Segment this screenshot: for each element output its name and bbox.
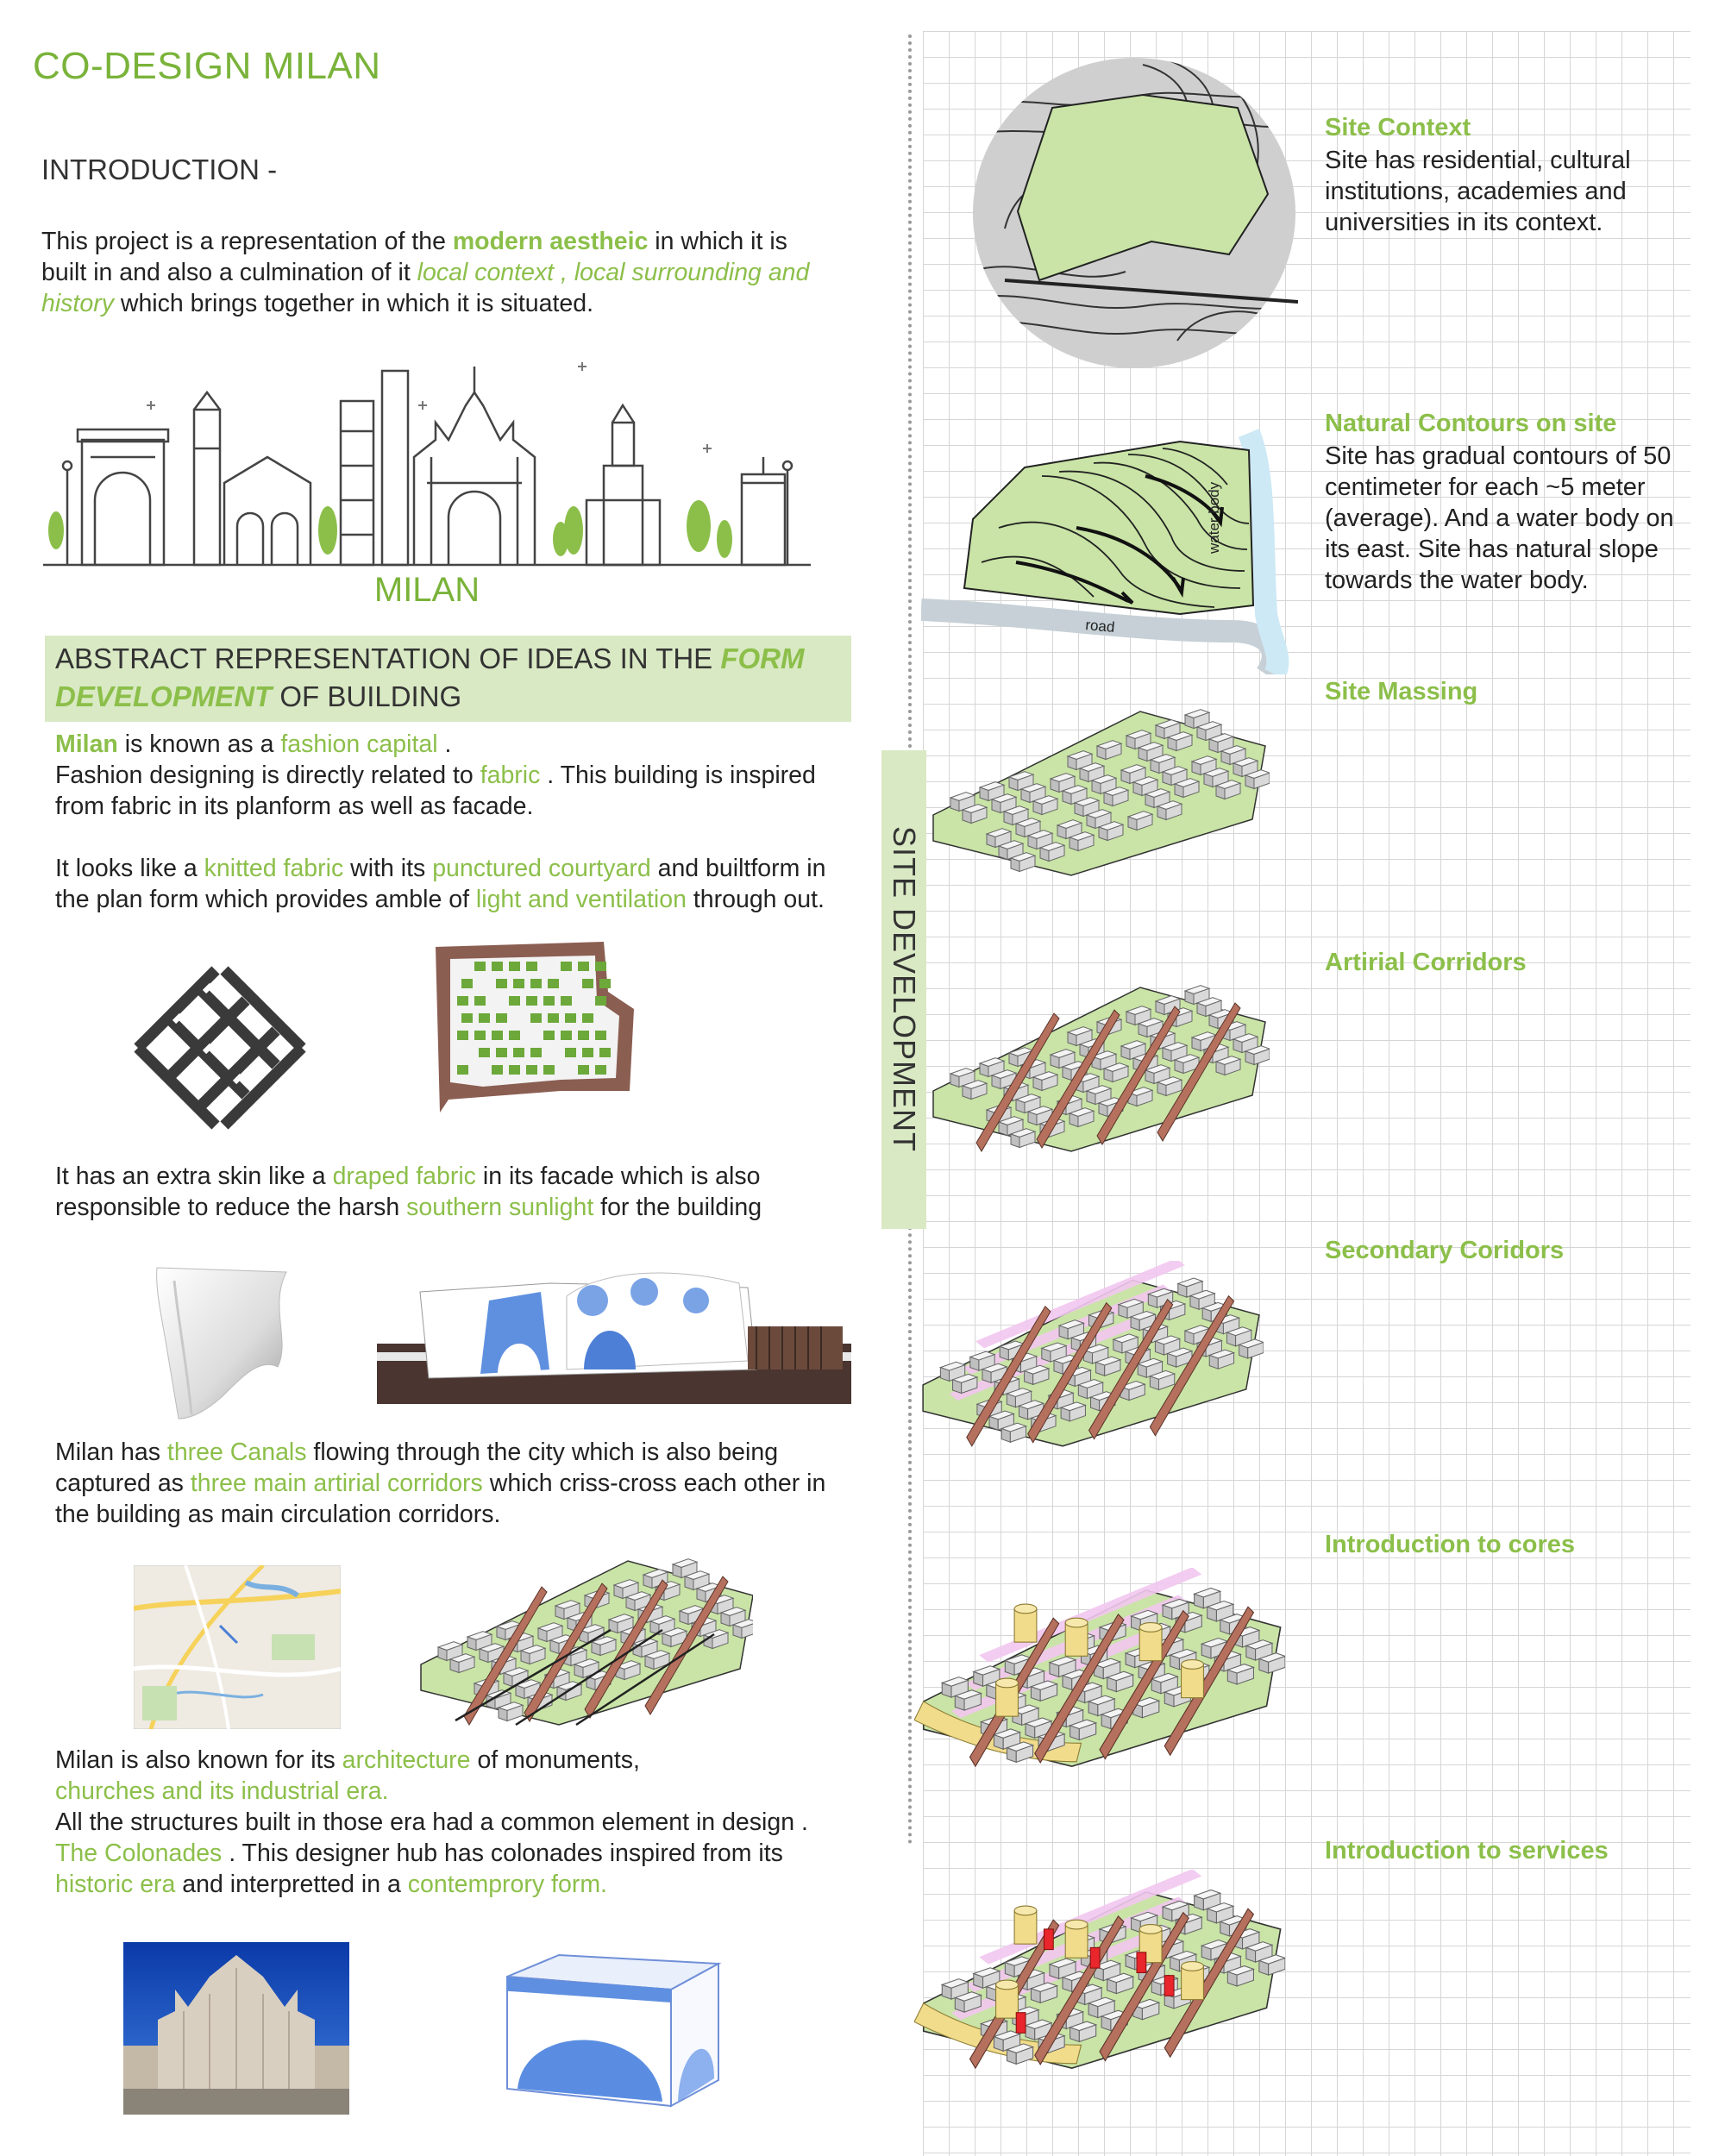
text: It looks like a	[55, 855, 204, 882]
water-body-label: water body	[1206, 481, 1222, 554]
massing-group	[914, 1870, 1285, 2068]
site-context-heading: Site Context	[1325, 114, 1471, 141]
plan-block	[509, 1065, 520, 1075]
service-block	[1044, 1929, 1054, 1950]
plan-block	[461, 979, 473, 988]
core-top	[1065, 1618, 1088, 1627]
highlight: draped fabric	[332, 1163, 476, 1190]
plan-block	[530, 1013, 542, 1023]
plan-block	[496, 979, 507, 988]
intro-text: which brings together in which it is situated.	[113, 290, 593, 317]
highlight: knitted fabric	[204, 855, 344, 882]
plan-block	[492, 1031, 503, 1040]
massing-group	[923, 1261, 1264, 1446]
text: which criss-cross each other in the building as main circulation corridors.	[55, 1470, 826, 1528]
plan-block	[530, 979, 542, 988]
plan-block	[582, 979, 593, 988]
highlight: three Canals	[166, 1438, 307, 1466]
plan-block	[457, 996, 468, 1006]
highlight: The Colonades	[55, 1839, 223, 1867]
plan-block	[543, 996, 555, 1006]
plan-block	[496, 1048, 507, 1057]
plan-block	[582, 1013, 593, 1023]
abstract-text: OF BUILDING	[272, 680, 462, 712]
plan-block	[599, 1048, 611, 1057]
highlight: churches and its industrial era.	[55, 1777, 389, 1805]
text: Fashion designing is directly related to	[55, 761, 480, 789]
services-heading: Introduction to services	[1325, 1837, 1609, 1865]
service-block	[1164, 1976, 1174, 1996]
text: is known as a	[117, 730, 281, 758]
highlight: architecture	[342, 1746, 471, 1774]
plan-block	[492, 1065, 503, 1075]
core-top	[1182, 1660, 1204, 1670]
highlight: light and ventilation	[475, 886, 687, 913]
plan-block	[509, 996, 520, 1006]
core-top	[1014, 1604, 1037, 1614]
text: . This designer hub has colonades inspired from its	[222, 1839, 783, 1867]
cores-diagram	[914, 1568, 1285, 1775]
highlight: three main artirial corridors	[190, 1470, 483, 1497]
arterial-corridors-heading: Artirial Corridors	[1325, 949, 1527, 976]
text: for the building	[593, 1194, 762, 1221]
knitted-plan-diagram	[431, 940, 638, 1117]
plan-block	[595, 962, 606, 971]
intro-text: This project is a representation of the	[41, 228, 453, 255]
intro-heading: INTRODUCTION -	[41, 154, 278, 185]
core-top	[1139, 1925, 1162, 1934]
plan-block	[513, 1048, 524, 1057]
site-context-diagram	[970, 56, 1298, 371]
architecture-paragraph	[55, 1745, 831, 1900]
abstract-highlight: FORM DEVELOPMENT	[55, 642, 805, 712]
milan-skyline-illustration	[43, 354, 811, 573]
contours-text: Site has gradual contours of 50 centimeter for each ~5 meter (average). And a water body on its east. Site has natural slope towards the water body.	[1325, 442, 1674, 594]
highlight: punctured courtyard	[432, 855, 651, 882]
plan-block	[561, 1031, 572, 1040]
plan-block	[595, 1065, 606, 1075]
plan-block	[457, 1065, 468, 1075]
plan-block	[565, 1013, 576, 1023]
abstract-text: ABSTRACT REPRESENTATION OF IDEAS IN THE	[55, 642, 721, 674]
plan-block	[561, 962, 572, 971]
plan-block	[543, 1065, 555, 1075]
duomo-photo	[123, 1942, 349, 2115]
service-block	[1137, 1952, 1146, 1973]
plan-block	[565, 1048, 576, 1057]
plan-block	[530, 1048, 542, 1057]
service-block	[1016, 2013, 1026, 2034]
intro-highlight: local context , local surrounding and history	[41, 259, 810, 317]
text: through out.	[686, 886, 825, 913]
plan-block	[492, 962, 503, 971]
intro-text: in which it is built in and also a culmination of it	[41, 228, 787, 286]
plan-block	[509, 1031, 520, 1040]
plan-block	[479, 1048, 490, 1057]
site-development-label: SITE DEVELOPMENT	[887, 825, 922, 1153]
plan-block	[474, 962, 486, 971]
plan-block	[561, 996, 572, 1006]
highlight: southern sunlight	[406, 1194, 594, 1221]
massing-group	[933, 986, 1270, 1151]
plan-block	[578, 962, 589, 971]
plan-block	[526, 962, 537, 971]
site-massing-diagram	[925, 694, 1270, 880]
core-top	[996, 1980, 1019, 1990]
text: . This building is inspired from fabric in its planform as well as facade.	[55, 761, 816, 820]
milan-map-image	[134, 1565, 341, 1729]
road-label: road	[1084, 617, 1116, 636]
plan-block	[479, 1013, 490, 1023]
text: flowing through the city which is also being captured as	[55, 1438, 779, 1497]
page-title: CO-DESIGN MILAN	[33, 45, 381, 87]
text: .	[437, 730, 452, 758]
facade-render-image	[377, 1266, 851, 1404]
secondary-corridors-diagram	[914, 1261, 1264, 1452]
arterial-corridors-diagram	[925, 970, 1270, 1156]
text: Milan is also known for its	[55, 1746, 342, 1774]
plan-block	[548, 1013, 559, 1023]
site-massing-heading: Site Massing	[1325, 678, 1478, 705]
plan-block	[513, 979, 524, 988]
text: and interpretted in a	[175, 1871, 408, 1898]
intro-highlight: modern aestheic	[452, 228, 649, 255]
plan-block	[578, 1065, 589, 1075]
massing-group	[914, 1568, 1285, 1766]
text: with its	[343, 855, 433, 882]
corridor-massing-image	[412, 1544, 753, 1729]
plan-block	[543, 1031, 555, 1040]
core-top	[1139, 1623, 1162, 1633]
text: Milan has	[55, 1438, 167, 1466]
contours-heading: Natural Contours on site	[1325, 410, 1617, 437]
canals-paragraph	[55, 1437, 831, 1530]
site-context-text: Site has residential, cultural institutions, academies and universities in its context.	[1325, 147, 1631, 236]
draped-fabric-image	[140, 1263, 295, 1423]
text: and builtform in the plan form which provides amble of	[55, 855, 826, 913]
draped-paragraph	[55, 1161, 831, 1223]
text: It has an extra skin like a	[55, 1163, 333, 1190]
highlight: historic era	[55, 1871, 176, 1898]
plan-block	[526, 996, 537, 1006]
massing-group	[933, 710, 1270, 875]
plan-block	[526, 1065, 537, 1075]
plan-block	[578, 1031, 589, 1040]
core-top	[1182, 1962, 1204, 1971]
plan-block	[474, 1031, 486, 1040]
skyline-label: MILAN	[373, 571, 480, 609]
colonnade-diagram	[499, 1951, 724, 2110]
highlight: fabric	[480, 761, 541, 789]
core-top	[1014, 1906, 1037, 1915]
core-top	[996, 1678, 1019, 1688]
plan-block	[548, 979, 559, 988]
plan-block	[509, 962, 520, 971]
natural-contours-diagram	[921, 424, 1301, 674]
highlight: fashion capital	[280, 730, 438, 758]
cores-heading: Introduction to cores	[1325, 1531, 1575, 1558]
plan-block	[474, 996, 486, 1006]
plan-block	[595, 1031, 606, 1040]
secondary-corridors-heading: Secondary Coridors	[1325, 1237, 1565, 1264]
core-top	[1065, 1920, 1088, 1929]
highlight: Milan	[55, 730, 118, 758]
plan-block	[496, 1013, 507, 1023]
plan-block	[457, 1031, 468, 1040]
highlight: contemprory form.	[407, 1871, 607, 1898]
plan-block	[461, 1013, 473, 1023]
plan-block	[582, 1048, 593, 1057]
text: All the structures built in those era had a common element in design .	[55, 1808, 808, 1836]
weave-pattern-icon	[129, 962, 310, 1134]
plan-block	[595, 996, 606, 1006]
text: in its facade which is also responsible to reduce the harsh	[55, 1163, 761, 1221]
knitted-paragraph	[55, 853, 831, 915]
text: of monuments,	[470, 1746, 640, 1774]
services-diagram	[914, 1870, 1285, 2077]
service-block	[1090, 1947, 1100, 1968]
plan-block	[599, 979, 611, 988]
fashion-paragraph	[55, 729, 831, 822]
mini-massing-blocks	[421, 1559, 753, 1725]
intro-paragraph	[41, 226, 818, 319]
abstract-heading	[55, 640, 844, 716]
